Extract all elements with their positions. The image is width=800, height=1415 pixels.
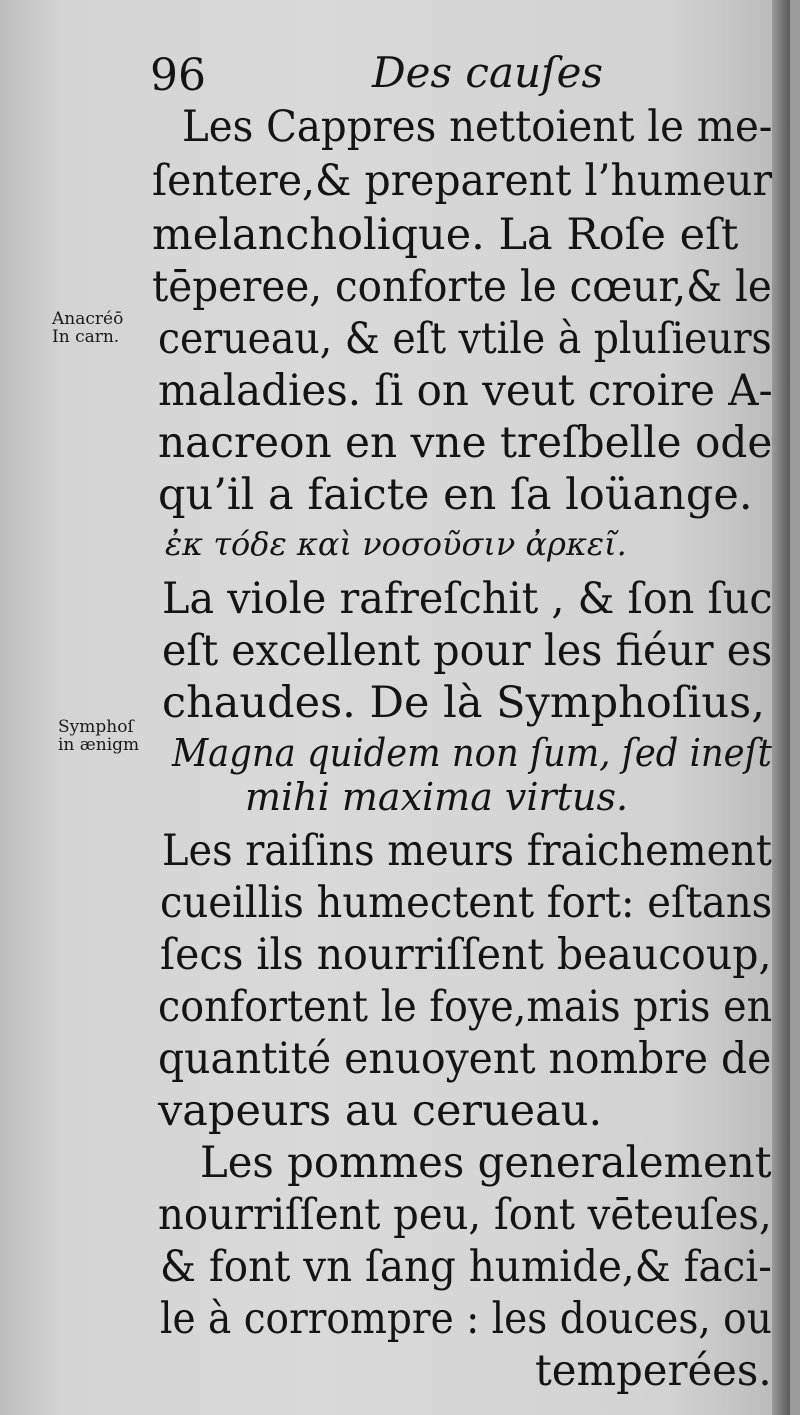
text-line: cueillis humectent fort: eſtans [160, 878, 773, 928]
greek-quotation: ἐκ τόδε καὶ νοσοῦσιν ἀρκεῖ. [165, 525, 627, 563]
page-gutter-shadow [772, 0, 790, 1415]
text-line: chaudes. De là Symphoſius, [162, 678, 765, 728]
text-line: tēperee, conforte le cœur,& le [152, 262, 772, 312]
text-line: temperées. [535, 1346, 772, 1396]
text-line: eſt excellent pour les fiéur es [162, 626, 773, 676]
margin-note-symphosius: Symphoſ in ænigm [58, 717, 140, 755]
running-title: Des cauſes [372, 48, 603, 97]
text-line: nourriſſent peu, ſont vēteuſes, [158, 1190, 772, 1240]
text-line: quantité enuoyent nombre de [158, 1034, 772, 1084]
text-line: melancholique. La Roſe eſt [152, 210, 739, 260]
latin-verse-line: mihi maxima virtus. [245, 775, 629, 819]
latin-verse-line: Magna quidem non ſum, ſed ineſt [172, 731, 772, 775]
text-line: La viole rafreſchit , & ſon ſuc [162, 574, 773, 624]
text-line: confortent le foye,mais pris en [158, 982, 773, 1032]
text-line: Les pommes generalement [200, 1138, 772, 1188]
text-line: nacreon en vne treſbelle ode [158, 418, 773, 468]
margin-note-anacreon: Anacréō In carn. [52, 309, 124, 347]
text-line: Les Cappres nettoient le me- [182, 102, 773, 152]
text-line: & font vn ſang humide,& faci- [160, 1242, 772, 1292]
text-line: vapeurs au cerueau. [158, 1086, 603, 1136]
text-line: maladies. ſi on veut croire A- [158, 366, 773, 416]
text-line: cerueau, & eſt vtile à pluſieurs [158, 314, 772, 364]
page-header [150, 42, 750, 102]
text-line: ſentere,& preparent l’humeur [152, 156, 773, 206]
text-line: Les raiſins meurs fraichement [162, 826, 772, 876]
text-line: le à corrompre : les douces, ou [160, 1294, 772, 1344]
text-line: qu’il a faicte en ſa loüange. [158, 470, 753, 520]
page-number: 96 [150, 50, 206, 101]
text-line: ſecs ils nourriſſent beaucoup, [160, 930, 772, 980]
